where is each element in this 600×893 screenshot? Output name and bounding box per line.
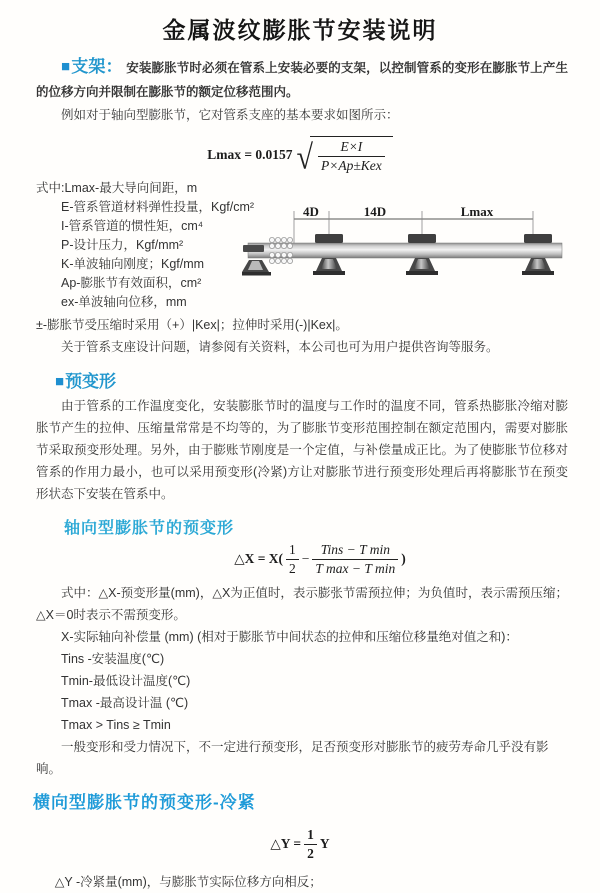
frac-numerator: 1 [304,827,317,845]
axial-formula-lhs: △X = X( [234,551,284,567]
frac-denominator: 2 [307,845,314,861]
axial-subsection-title: 轴向型膨胀节的预变形 [64,520,235,538]
definition-item: ex-单波轴向位移，mm [61,295,187,310]
preform-section-title: 预变形 [65,372,117,392]
section-square-icon: ■ [61,58,71,75]
page-title: 金属波纹膨胀节安装说明 [162,17,438,43]
definition-lead: 式中:Lmax-最大导向间距，m [36,181,198,196]
frac-denominator: 2 [289,560,296,576]
support-section-title: 支架： [71,57,123,76]
support-example-text: 例如对于轴向型膨胀节，它对管系支座的基本要求如图所示： [61,108,399,122]
section-square-icon: ■ [55,373,65,391]
lateral-preform-formula [0,827,600,861]
dim-label-4d: 4D [303,204,319,220]
lmax-frac-numerator: E×I [318,139,385,157]
support-intro-text: 安装膨胀节时必须在管系上安装必要的支架，以控制管系的变形在膨胀节上产生的位移方向并限制在膨胀节的额定位移范围内。 [36,61,568,99]
definition-item: K-单波轴向刚度；Kgf/mm [61,257,205,272]
guide-spacing-diagram [242,205,598,300]
axial-definition-line: Tmax -最高设计温 (℃) [61,696,189,711]
document-page [0,12,600,890]
definition-item: E-管系管道材料弹性投量，Kgf/cm² [61,200,255,215]
axial-definition-line: 一般变形和受力情况下，不一定进行预变形，足否预变形对膨胀节的疲劳寿命几乎没有影响。 [36,740,549,777]
lmax-formula-prefix: Lmax = 0.0157 [207,146,293,162]
lateral-formula-lhs: △Y = [270,836,302,852]
frac-numerator: Tins − T min [312,542,398,560]
lateral-subsection-title: 横向型膨胀节的预变形-冷紧 [33,793,256,813]
plus-minus-note: ±-膨胀节受压缩时采用（+）|Kex|；拉伸时采用(-)|Kex|。 [36,318,348,333]
axial-note-paragraph: 式中：△X-预变形量(mm)，△X为正值时，表示膨张节需预拉伸；为负值时，表示需预压缩；△X＝0时表示不需预变形。 [36,586,568,623]
axial-definitions [36,626,568,780]
axial-frac-half [286,542,299,576]
lateral-formula-rhs: Y [319,836,330,852]
preform-body-text: 由于管系的工作温度变化，安装膨胀节时的温度与工作时的温度不同，管系热膨胀冷缩对膨胀节产生的拉伸、压缩量常常是不均等的，为了膨胀节变形范围控制在额定范围内，需要对膨胀节采取预变形处理。另外，由于膨账节刚度是一个定值，与补偿量成正比。为了使膨胀节位移对管系的作用力最小，也可以采用预变形(冷紧)方让对膨胀节进行预变形处理后再将膨胀节在预变形状态下安装在管系中。 [36,399,568,502]
dim-label-lmax: Lmax [460,204,494,220]
definitions-and-diagram [0,179,600,312]
axial-preform-formula [40,542,600,576]
definition-item: P-设计压力，Kgf/mm² [61,238,184,253]
frac-denominator: T max − T min [315,560,396,576]
axial-definition-line: Tmax > Tins ≥ Tmin [61,718,171,733]
pipe [248,243,562,258]
lateral-frac-half [304,827,317,861]
lmax-frac-denominator: P×Ap±Kex [321,157,382,173]
axial-formula-rhs: ) [401,551,406,567]
definition-item: I-管系管道的惯性矩，cm⁴ [61,219,204,234]
axial-frac-temp [312,542,398,576]
lmax-fraction [318,139,385,173]
support-closing-note: 关于管系支座设计问题，请参阅有关资料，本公司也可为用户提供咨询等服务。 [61,340,499,355]
lmax-formula: Lmax = 0.0157 √ $\frac{E\times I}{\text{P×Ap±Kex}}$ [0,136,600,173]
axial-formula-minus: − [301,551,310,567]
definition-item: Ap-膨胀节有效面积，cm² [61,276,202,291]
axial-definition-line: Tmin-最低设计温度(℃) [61,674,191,689]
frac-numerator: 1 [286,542,299,560]
axial-definition-line: Tins -安装温度(℃) [61,652,165,667]
section-preform [55,370,568,395]
dim-label-14d: 14D [363,204,387,220]
axial-definition-line: X-实际轴向补偿量 (mm) (相对于膨胀节中间状态的拉伸和压缩位移量绝对值之和)： [61,630,518,645]
lateral-note: △Y -冷紧量(mm)，与膨胀节实际位移方向相反； [54,875,322,890]
lmax-radicand [310,136,393,173]
section-support [36,55,568,104]
